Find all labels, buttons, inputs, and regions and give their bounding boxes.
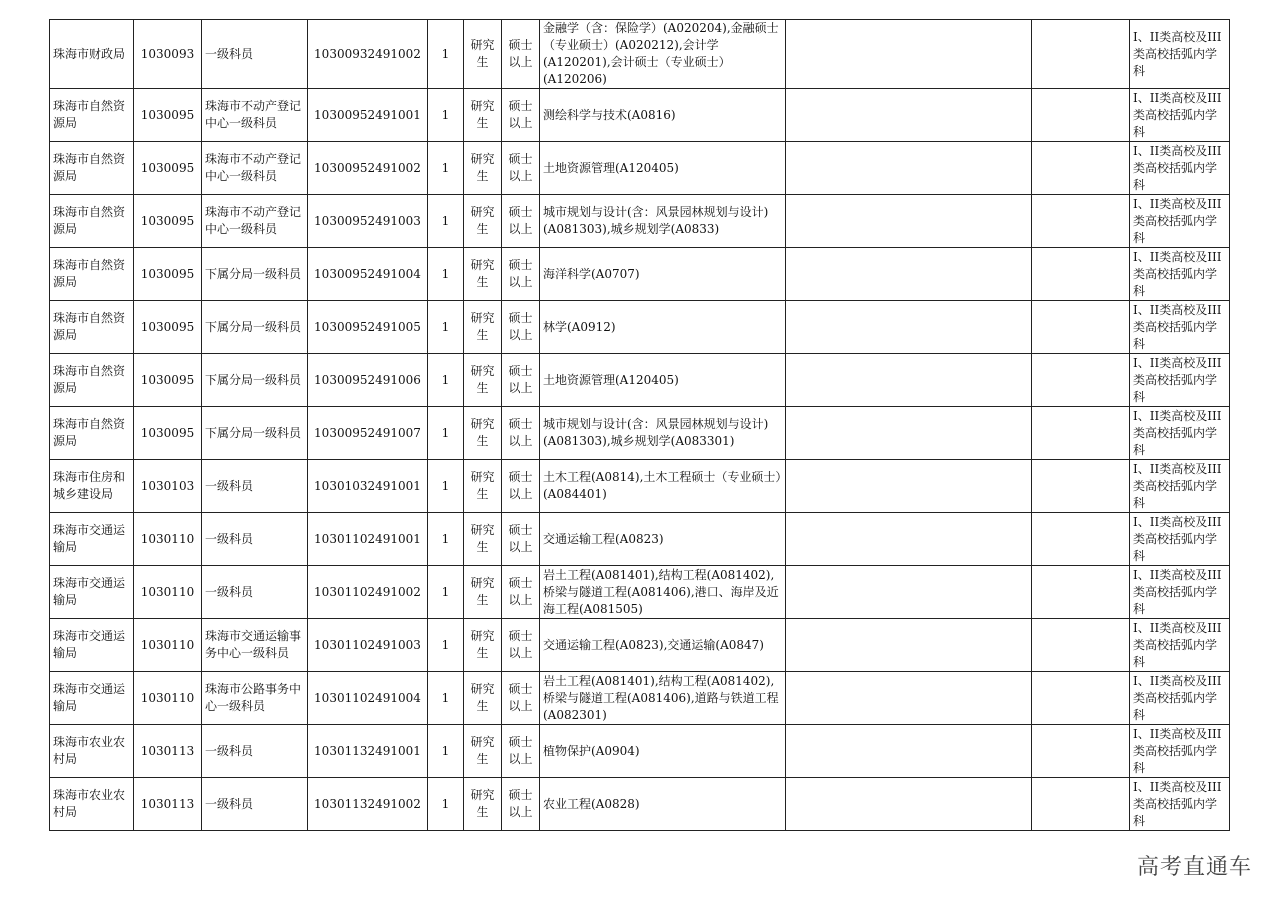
org-cell: 珠海市自然资源局: [50, 89, 134, 142]
blank-cell: [1032, 725, 1130, 778]
education-cell: 研究生: [464, 566, 502, 619]
blank-cell: [1032, 301, 1130, 354]
blank-cell: [1032, 20, 1130, 89]
degree-cell: 硕士以上: [502, 778, 540, 831]
headcount-cell: 1: [428, 354, 464, 407]
table-row: [50, 354, 1230, 407]
blank-cell: [786, 619, 1032, 672]
blank-cell: [786, 354, 1032, 407]
education-cell: 研究生: [464, 142, 502, 195]
requirement-cell: I、II类高校及III类高校括弧内学科: [1130, 672, 1230, 725]
org-cell: 珠海市农业农村局: [50, 725, 134, 778]
degree-cell: 硕士以上: [502, 248, 540, 301]
position-cell: 一级科员: [202, 513, 308, 566]
requirement-cell: I、II类高校及III类高校括弧内学科: [1130, 89, 1230, 142]
degree-cell: 硕士以上: [502, 513, 540, 566]
education-cell: 研究生: [464, 513, 502, 566]
position-cell: 一级科员: [202, 778, 308, 831]
blank-cell: [1032, 460, 1130, 513]
headcount-cell: 1: [428, 672, 464, 725]
education-cell: 研究生: [464, 248, 502, 301]
org-cell: 珠海市自然资源局: [50, 354, 134, 407]
blank-cell: [786, 142, 1032, 195]
requirement-cell: I、II类高校及III类高校括弧内学科: [1130, 619, 1230, 672]
degree-cell: 硕士以上: [502, 354, 540, 407]
major-cell: 城市规划与设计(含：风景园林规划与设计)(A081303),城乡规划学(A083301): [540, 407, 786, 460]
unit-code-cell: 1030110: [134, 566, 202, 619]
table-row: [50, 513, 1230, 566]
degree-cell: 硕士以上: [502, 566, 540, 619]
education-cell: 研究生: [464, 195, 502, 248]
headcount-cell: 1: [428, 142, 464, 195]
blank-cell: [1032, 778, 1130, 831]
blank-cell: [1032, 248, 1130, 301]
blank-cell: [1032, 672, 1130, 725]
position-code-cell: 10300952491003: [308, 195, 428, 248]
major-cell: 植物保护(A0904): [540, 725, 786, 778]
table-row: [50, 195, 1230, 248]
requirement-cell: I、II类高校及III类高校括弧内学科: [1130, 778, 1230, 831]
unit-code-cell: 1030095: [134, 195, 202, 248]
table-row: [50, 778, 1230, 831]
position-code-cell: 10301102491003: [308, 619, 428, 672]
blank-cell: [786, 460, 1032, 513]
table-row: [50, 672, 1230, 725]
org-cell: 珠海市自然资源局: [50, 407, 134, 460]
degree-cell: 硕士以上: [502, 20, 540, 89]
degree-cell: 硕士以上: [502, 619, 540, 672]
requirement-cell: I、II类高校及III类高校括弧内学科: [1130, 513, 1230, 566]
blank-cell: [1032, 513, 1130, 566]
position-code-cell: 10300952491001: [308, 89, 428, 142]
blank-cell: [1032, 195, 1130, 248]
position-cell: 珠海市不动产登记中心一级科员: [202, 142, 308, 195]
position-cell: 一级科员: [202, 566, 308, 619]
position-cell: 下属分局一级科员: [202, 248, 308, 301]
degree-cell: 硕士以上: [502, 301, 540, 354]
education-cell: 研究生: [464, 725, 502, 778]
blank-cell: [786, 778, 1032, 831]
blank-cell: [1032, 566, 1130, 619]
position-code-cell: 10300952491006: [308, 354, 428, 407]
headcount-cell: 1: [428, 513, 464, 566]
blank-cell: [786, 20, 1032, 89]
requirement-cell: I、II类高校及III类高校括弧内学科: [1130, 248, 1230, 301]
major-cell: 土地资源管理(A120405): [540, 142, 786, 195]
major-cell: 海洋科学(A0707): [540, 248, 786, 301]
major-cell: 金融学（含：保险学）(A020204),金融硕士（专业硕士）(A020212),会计学(A120201),会计硕士（专业硕士）(A120206): [540, 20, 786, 89]
org-cell: 珠海市住房和城乡建设局: [50, 460, 134, 513]
table-row: [50, 407, 1230, 460]
table-row: [50, 619, 1230, 672]
unit-code-cell: 1030095: [134, 89, 202, 142]
degree-cell: 硕士以上: [502, 89, 540, 142]
major-cell: 岩土工程(A081401),结构工程(A081402),桥梁与隧道工程(A081406),道路与铁道工程(A082301): [540, 672, 786, 725]
blank-cell: [786, 407, 1032, 460]
position-code-cell: 10301132491002: [308, 778, 428, 831]
table-row: [50, 142, 1230, 195]
blank-cell: [1032, 142, 1130, 195]
position-code-cell: 10300952491007: [308, 407, 428, 460]
blank-cell: [786, 195, 1032, 248]
degree-cell: 硕士以上: [502, 407, 540, 460]
unit-code-cell: 1030095: [134, 301, 202, 354]
requirement-cell: I、II类高校及III类高校括弧内学科: [1130, 460, 1230, 513]
degree-cell: 硕士以上: [502, 142, 540, 195]
education-cell: 研究生: [464, 89, 502, 142]
position-cell: 下属分局一级科员: [202, 407, 308, 460]
position-cell: 一级科员: [202, 725, 308, 778]
table-row: [50, 566, 1230, 619]
requirement-cell: I、II类高校及III类高校括弧内学科: [1130, 142, 1230, 195]
degree-cell: 硕士以上: [502, 460, 540, 513]
unit-code-cell: 1030095: [134, 142, 202, 195]
position-cell: 下属分局一级科员: [202, 301, 308, 354]
position-cell: 珠海市不动产登记中心一级科员: [202, 89, 308, 142]
position-cell: 下属分局一级科员: [202, 354, 308, 407]
blank-cell: [786, 248, 1032, 301]
org-cell: 珠海市自然资源局: [50, 142, 134, 195]
blank-cell: [786, 513, 1032, 566]
position-cell: 珠海市公路事务中心一级科员: [202, 672, 308, 725]
major-cell: 岩土工程(A081401),结构工程(A081402),桥梁与隧道工程(A081406),港口、海岸及近海工程(A081505): [540, 566, 786, 619]
blank-cell: [1032, 619, 1130, 672]
position-cell: 一级科员: [202, 460, 308, 513]
position-cell: 一级科员: [202, 20, 308, 89]
table-row: [50, 725, 1230, 778]
org-cell: 珠海市交通运输局: [50, 672, 134, 725]
watermark-text: 高考直通车: [1136, 855, 1252, 880]
education-cell: 研究生: [464, 619, 502, 672]
blank-cell: [786, 725, 1032, 778]
unit-code-cell: 1030093: [134, 20, 202, 89]
org-cell: 珠海市自然资源局: [50, 248, 134, 301]
table-row: [50, 248, 1230, 301]
requirement-cell: I、II类高校及III类高校括弧内学科: [1130, 725, 1230, 778]
position-code-cell: 10300952491004: [308, 248, 428, 301]
education-cell: 研究生: [464, 778, 502, 831]
unit-code-cell: 1030110: [134, 513, 202, 566]
position-cell: 珠海市交通运输事务中心一级科员: [202, 619, 308, 672]
org-cell: 珠海市自然资源局: [50, 301, 134, 354]
major-cell: 交通运输工程(A0823),交通运输(A0847): [540, 619, 786, 672]
position-code-cell: 10300932491002: [308, 20, 428, 89]
table-body: [50, 20, 1230, 831]
headcount-cell: 1: [428, 778, 464, 831]
blank-cell: [1032, 407, 1130, 460]
position-code-cell: 10300952491005: [308, 301, 428, 354]
major-cell: 城市规划与设计(含：风景园林规划与设计)(A081303),城乡规划学(A0833): [540, 195, 786, 248]
position-code-cell: 10301032491001: [308, 460, 428, 513]
blank-cell: [786, 672, 1032, 725]
headcount-cell: 1: [428, 725, 464, 778]
blank-cell: [1032, 89, 1130, 142]
requirement-cell: I、II类高校及III类高校括弧内学科: [1130, 20, 1230, 89]
recruitment-table: [49, 19, 1230, 831]
table-row: [50, 89, 1230, 142]
blank-cell: [1032, 354, 1130, 407]
unit-code-cell: 1030110: [134, 672, 202, 725]
table-row: [50, 20, 1230, 89]
org-cell: 珠海市交通运输局: [50, 566, 134, 619]
degree-cell: 硕士以上: [502, 672, 540, 725]
blank-cell: [786, 566, 1032, 619]
requirement-cell: I、II类高校及III类高校括弧内学科: [1130, 354, 1230, 407]
major-cell: 林学(A0912): [540, 301, 786, 354]
blank-cell: [786, 89, 1032, 142]
requirement-cell: I、II类高校及III类高校括弧内学科: [1130, 566, 1230, 619]
position-code-cell: 10301132491001: [308, 725, 428, 778]
headcount-cell: 1: [428, 195, 464, 248]
unit-code-cell: 1030113: [134, 778, 202, 831]
org-cell: 珠海市交通运输局: [50, 513, 134, 566]
unit-code-cell: 1030095: [134, 354, 202, 407]
headcount-cell: 1: [428, 460, 464, 513]
education-cell: 研究生: [464, 672, 502, 725]
org-cell: 珠海市交通运输局: [50, 619, 134, 672]
org-cell: 珠海市财政局: [50, 20, 134, 89]
position-code-cell: 10300952491002: [308, 142, 428, 195]
requirement-cell: I、II类高校及III类高校括弧内学科: [1130, 195, 1230, 248]
position-code-cell: 10301102491002: [308, 566, 428, 619]
headcount-cell: 1: [428, 301, 464, 354]
headcount-cell: 1: [428, 89, 464, 142]
requirement-cell: I、II类高校及III类高校括弧内学科: [1130, 407, 1230, 460]
education-cell: 研究生: [464, 460, 502, 513]
table-row: [50, 460, 1230, 513]
table-row: [50, 301, 1230, 354]
education-cell: 研究生: [464, 301, 502, 354]
position-code-cell: 10301102491001: [308, 513, 428, 566]
major-cell: 测绘科学与技术(A0816): [540, 89, 786, 142]
unit-code-cell: 1030110: [134, 619, 202, 672]
unit-code-cell: 1030095: [134, 248, 202, 301]
unit-code-cell: 1030095: [134, 407, 202, 460]
education-cell: 研究生: [464, 407, 502, 460]
position-cell: 珠海市不动产登记中心一级科员: [202, 195, 308, 248]
education-cell: 研究生: [464, 20, 502, 89]
position-code-cell: 10301102491004: [308, 672, 428, 725]
org-cell: 珠海市自然资源局: [50, 195, 134, 248]
headcount-cell: 1: [428, 619, 464, 672]
blank-cell: [786, 301, 1032, 354]
degree-cell: 硕士以上: [502, 195, 540, 248]
org-cell: 珠海市农业农村局: [50, 778, 134, 831]
degree-cell: 硕士以上: [502, 725, 540, 778]
major-cell: 土木工程(A0814),土木工程硕士（专业硕士）(A084401): [540, 460, 786, 513]
major-cell: 交通运输工程(A0823): [540, 513, 786, 566]
education-cell: 研究生: [464, 354, 502, 407]
unit-code-cell: 1030103: [134, 460, 202, 513]
headcount-cell: 1: [428, 407, 464, 460]
headcount-cell: 1: [428, 566, 464, 619]
major-cell: 土地资源管理(A120405): [540, 354, 786, 407]
requirement-cell: I、II类高校及III类高校括弧内学科: [1130, 301, 1230, 354]
headcount-cell: 1: [428, 248, 464, 301]
headcount-cell: 1: [428, 20, 464, 89]
unit-code-cell: 1030113: [134, 725, 202, 778]
major-cell: 农业工程(A0828): [540, 778, 786, 831]
